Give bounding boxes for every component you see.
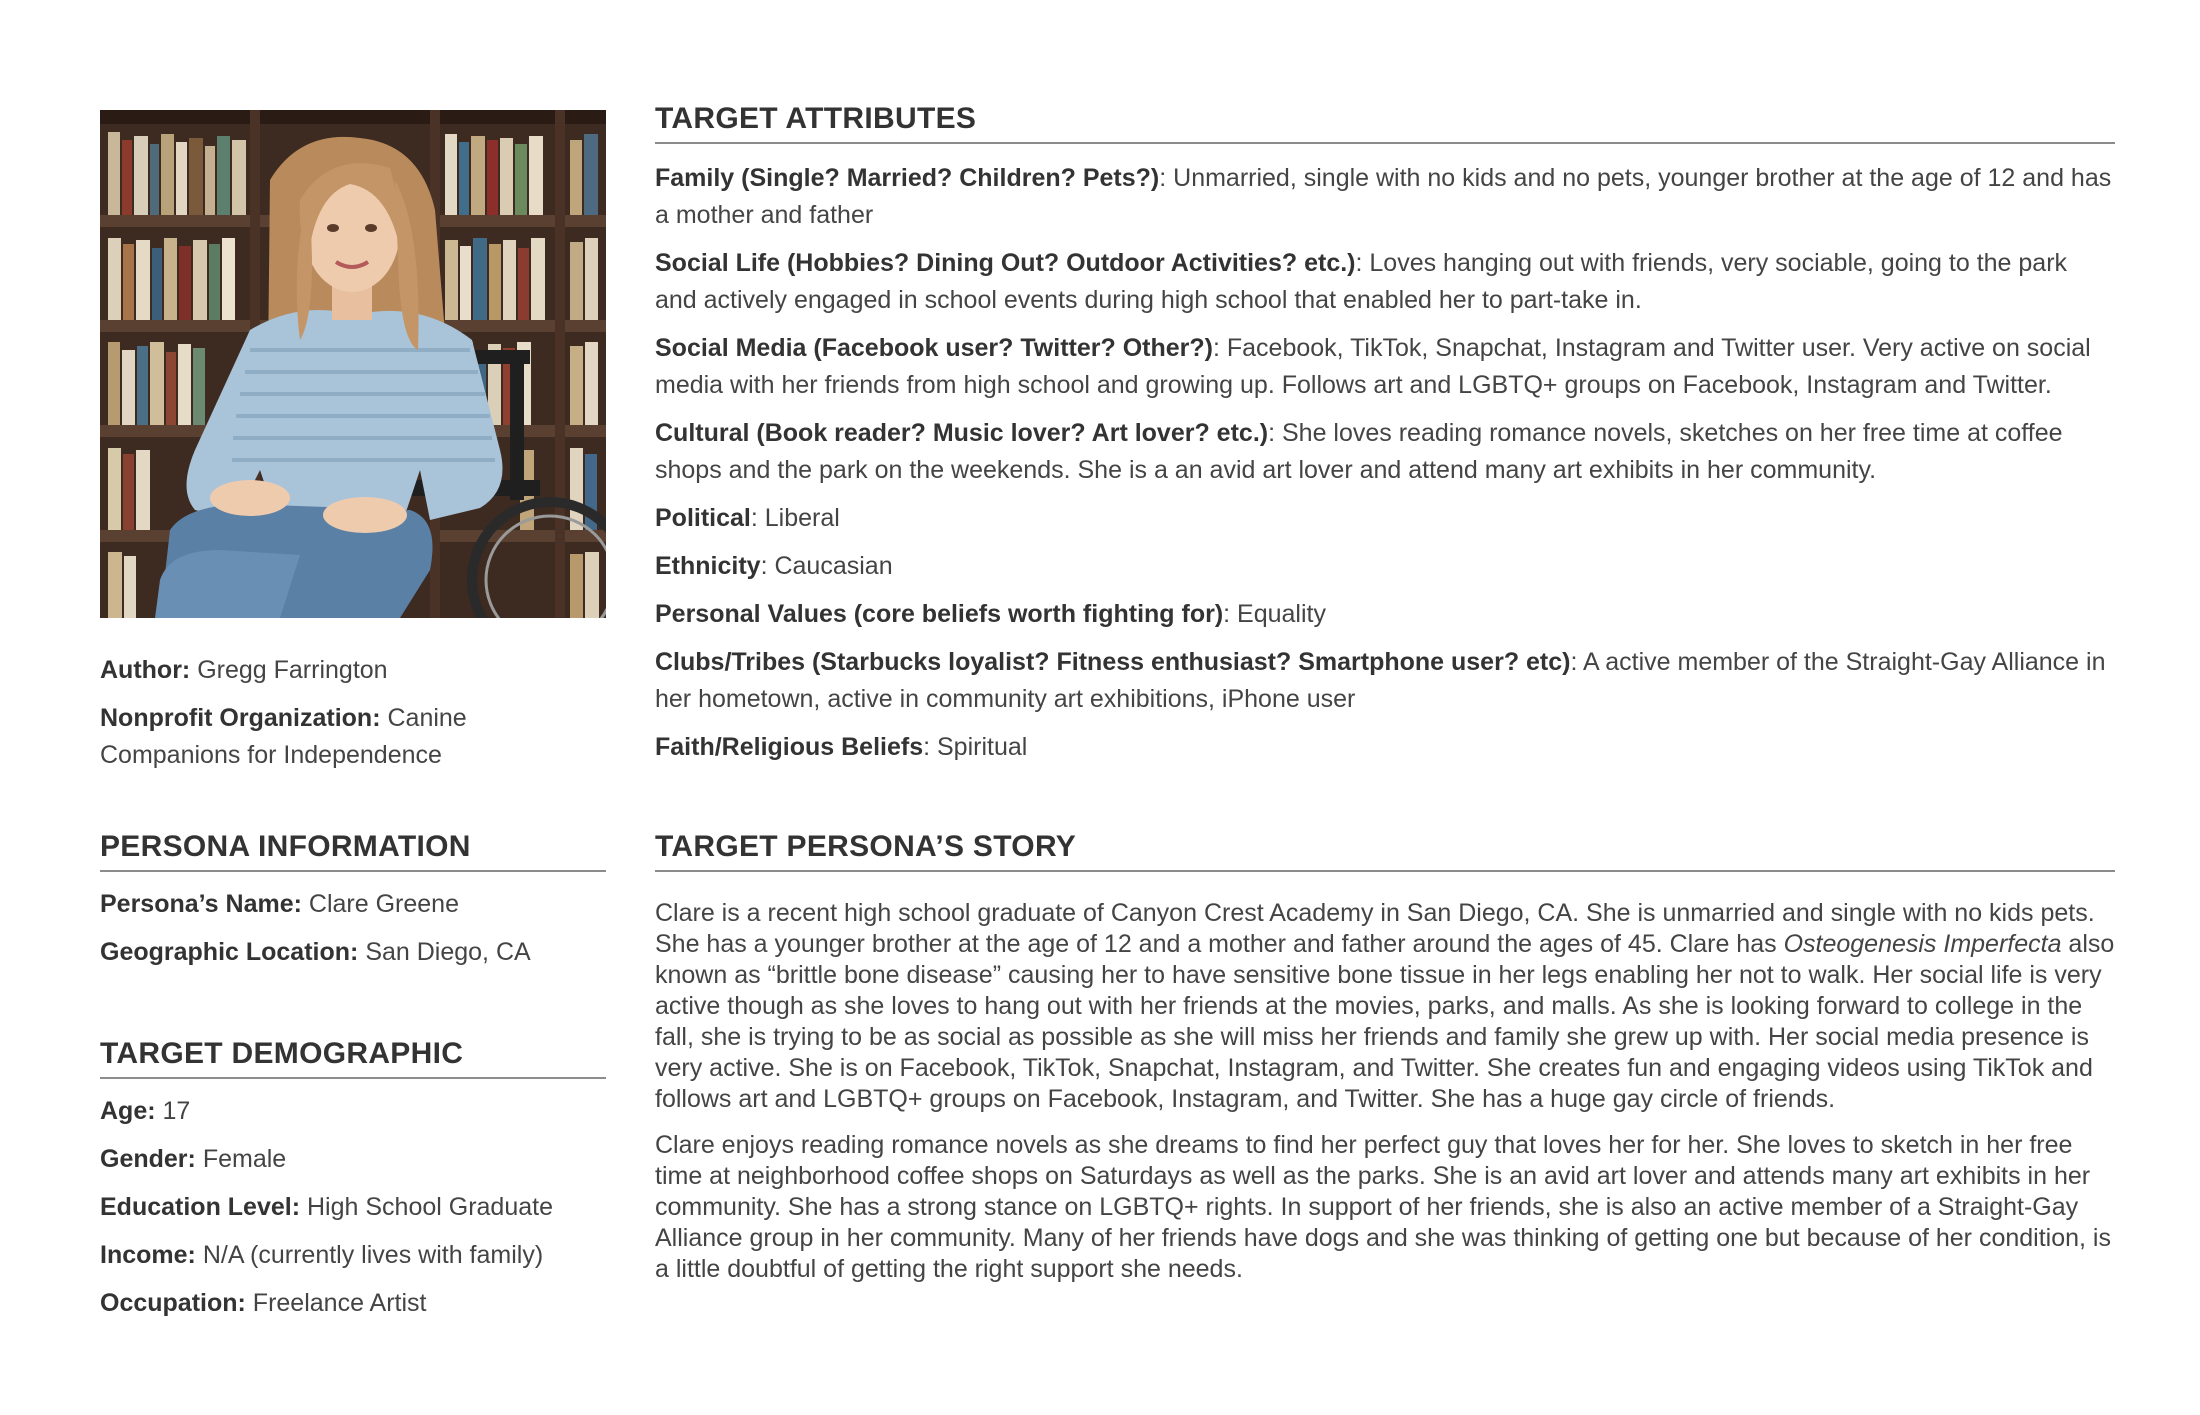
demographic-value: N/A (currently lives with family)	[202, 1241, 544, 1269]
info-label: Geographic Location:	[100, 938, 359, 966]
demographic-label: Gender:	[100, 1145, 196, 1173]
attribute-value: : Caucasian	[760, 552, 893, 580]
persona-story-section	[655, 830, 2115, 1300]
demographic-value: Freelance Artist	[252, 1289, 427, 1317]
attribute-faith	[655, 729, 2115, 766]
organization-label: Nonprofit Organization:	[100, 704, 381, 732]
story-text: Clare enjoys reading romance novels as she dreams to find her perfect guy that loves her for her. She loves to sketch in her free time at neighborhood coffee shops on Saturdays as well as the parks. She is an avid art lover and attends many art exhibits in her community. She has a strong stance on LGBTQ+ rights. In support of her friends, she is also an active member of a Straight-Gay Alliance group in her community. Many of her friends have dogs and she was thinking of getting one but because of her condition, is a little doubtful of getting the right support she needs.	[655, 1131, 2111, 1283]
target-demographic-list	[100, 1093, 606, 1322]
author-line	[100, 652, 606, 689]
target-attributes-list	[655, 160, 2115, 766]
info-value: Clare Greene	[308, 890, 459, 918]
education-level-line	[100, 1189, 606, 1226]
author-value: Gregg Farrington	[197, 656, 388, 684]
demographic-label: Occupation:	[100, 1289, 246, 1317]
attribute-label: Personal Values (core beliefs worth fighting for)	[655, 600, 1224, 628]
attribute-cultural	[655, 415, 2115, 489]
income-line	[100, 1237, 606, 1274]
persona-story-body	[655, 898, 2115, 1285]
attribute-family	[655, 160, 2115, 234]
attribute-label: Ethnicity	[655, 552, 761, 580]
story-paragraph-2	[655, 1130, 2115, 1285]
story-paragraph-1	[655, 898, 2115, 1115]
attribute-social-life	[655, 245, 2115, 319]
demographic-value: 17	[162, 1097, 191, 1125]
attribute-value: : Loves hanging out with friends, very sociable, going to the park and actively engaged in school events during high school that enabled her to part-take in.	[655, 249, 2068, 314]
organization-value: Canine Companions for Independence	[100, 704, 467, 769]
attribute-personal-values	[655, 596, 2115, 633]
attribute-value: : Unmarried, single with no kids and no pets, younger brother at the age of 12 and has a mother and father	[655, 164, 2112, 229]
persona-photo-illustration	[100, 110, 606, 618]
target-demographic-heading: TARGET DEMOGRAPHIC	[100, 1037, 606, 1079]
demographic-label: Education Level:	[100, 1193, 301, 1221]
attribute-clubs-tribes	[655, 644, 2115, 718]
organization-line	[100, 700, 606, 774]
attribute-label: Cultural (Book reader? Music lover? Art lover? etc.)	[655, 419, 1269, 447]
attribute-value: : Spiritual	[923, 733, 1028, 761]
demographic-value: Female	[202, 1145, 287, 1173]
occupation-line	[100, 1285, 606, 1322]
target-attributes-heading: TARGET ATTRIBUTES	[655, 102, 2115, 144]
left-column	[100, 110, 606, 785]
story-text: also known as “brittle bone disease” causing her to have sensitive bone tissue in her legs enabling her not to walk. Her social life is very active though as she loves to hang out with her friends at the movies, parks, and malls. As she is looking forward to college in the fall, she is trying to be as social as possible as she will miss her friends and family she grew up with. Her social media presence is very active. She is on Facebook, TikTok, Snapchat, Instagram, and Twitter. She creates fun and engaging videos using TikTok and follows art and LGBTQ+ groups on Facebook, Instagram, and Twitter. She has a huge gay circle of friends.	[655, 930, 2115, 1113]
persona-name-line	[100, 886, 606, 923]
attribute-ethnicity	[655, 548, 2115, 585]
attribute-label: Political	[655, 504, 751, 532]
attribute-label: Social Life (Hobbies? Dining Out? Outdoor Activities? etc.)	[655, 249, 1356, 277]
attribute-value: : Equality	[1223, 600, 1326, 628]
story-text: Clare is a recent high school graduate of Canyon Crest Academy in San Diego, CA. She is unmarried and single with no kids pets. She has a younger brother at the age of 12 and a mother and father around the ages of 45. Clare has	[655, 899, 2095, 958]
attribute-label: Family (Single? Married? Children? Pets?)	[655, 164, 1160, 192]
demographic-label: Income:	[100, 1241, 196, 1269]
target-demographic-section	[100, 1037, 606, 1333]
demographic-value: High School Graduate	[307, 1193, 553, 1221]
attribute-social-media	[655, 330, 2115, 404]
attribute-value: : Facebook, TikTok, Snapchat, Instagram and Twitter user. Very active on social media with her friends from high school and growing up. Follows art and LGBTQ+ groups on Facebook, Instagram and Twitter.	[655, 334, 2091, 399]
persona-story-heading: TARGET PERSONA’S STORY	[655, 830, 2115, 872]
persona-information-section	[100, 830, 606, 982]
target-attributes-section	[655, 102, 2115, 777]
persona-information-heading: PERSONA INFORMATION	[100, 830, 606, 872]
attribute-value: : Liberal	[750, 504, 840, 532]
author-label: Author:	[100, 656, 191, 684]
attribute-label: Faith/Religious Beliefs	[655, 733, 924, 761]
attribute-label: Social Media (Facebook user? Twitter? Other?)	[655, 334, 1213, 362]
info-label: Persona’s Name:	[100, 890, 302, 918]
geographic-location-line	[100, 934, 606, 971]
demographic-label: Age:	[100, 1097, 156, 1125]
author-block	[100, 652, 606, 774]
persona-photo	[100, 110, 606, 618]
age-line	[100, 1093, 606, 1130]
attribute-political	[655, 500, 2115, 537]
info-value: San Diego, CA	[365, 938, 531, 966]
story-condition-name: Osteogenesis Imperfecta	[1783, 930, 2062, 958]
gender-line	[100, 1141, 606, 1178]
attribute-label: Clubs/Tribes (Starbucks loyalist? Fitness enthusiast? Smartphone user? etc)	[655, 648, 1571, 676]
attribute-value: : She loves reading romance novels, sketches on her free time at coffee shops and the park on the weekends. She is a an avid art lover and attend many art exhibits in her community.	[655, 419, 2063, 484]
persona-information-list	[100, 886, 606, 971]
attribute-value: : A active member of the Straight-Gay Alliance in her hometown, active in community art exhibitions, iPhone user	[655, 648, 2106, 713]
